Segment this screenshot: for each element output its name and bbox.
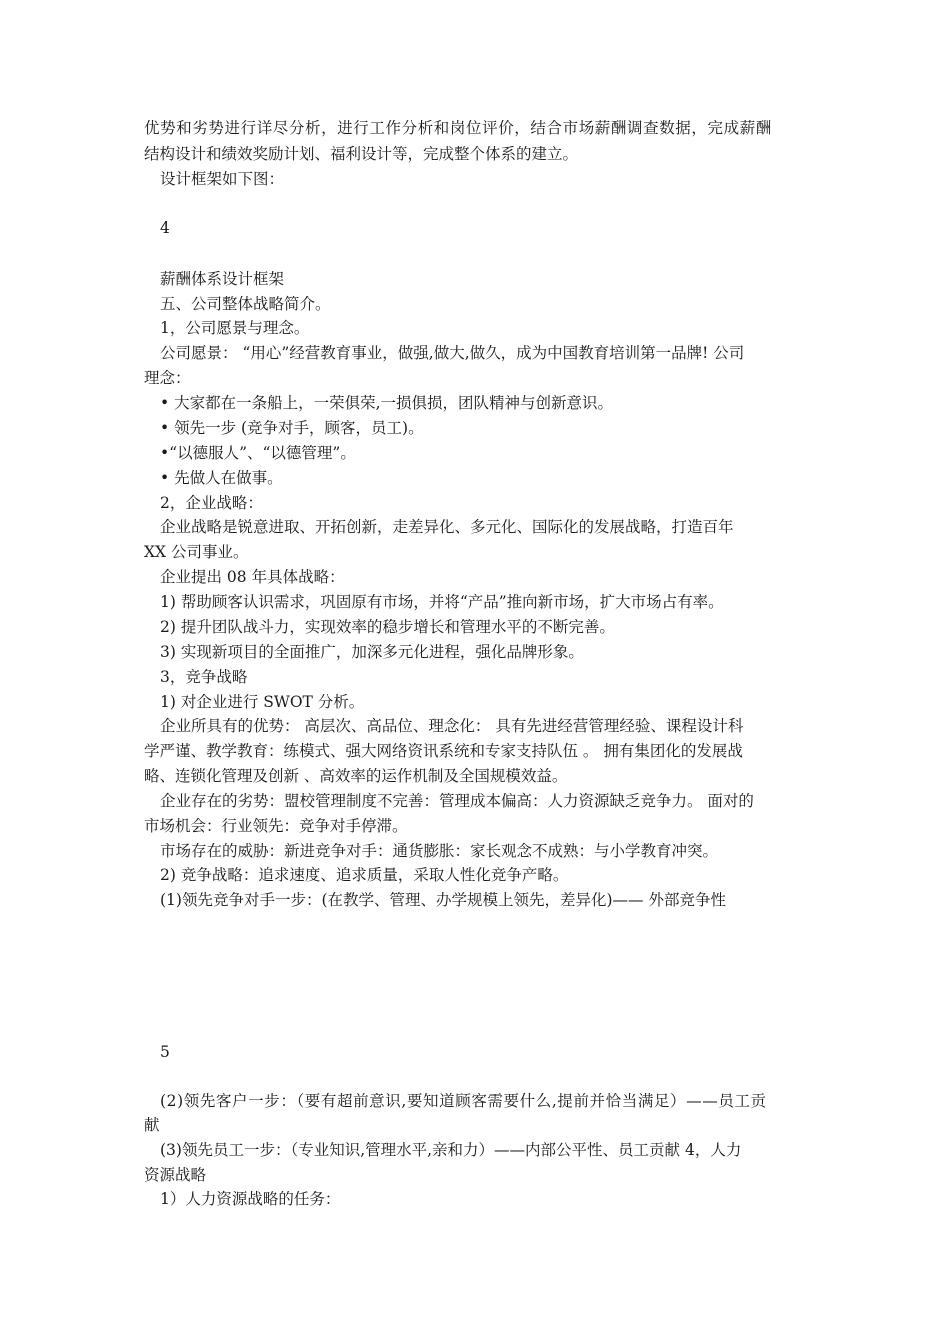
- section-heading: 五、公司整体战略简介。: [160, 295, 331, 313]
- body-text-line: 优势和劣势进行详尽分析，进行工作分析和岗位评价，结合市场薪酬调查数据，完成薪酬: [144, 119, 772, 137]
- body-text-line: 资源战略: [144, 1166, 207, 1184]
- numbered-item: 1) 帮助顾客认识需求，巩固原有市场，并将“产品”推向新市场，扩大市场占有率。: [160, 593, 724, 611]
- body-text-line: 献: [144, 1116, 160, 1134]
- body-text-line: 市场机会：行业领先：竞争对手停滞。: [144, 817, 408, 835]
- subsection-heading: 1，公司愿景与理念。: [160, 319, 310, 337]
- body-text-line: 企业战略是锐意进取、开拓创新，走差异化、多元化、国际化的发展战略，打造百年: [160, 518, 734, 536]
- numbered-item: 3) 实现新项目的全面推广，加深多元化进程，强化品牌形象。: [160, 643, 584, 661]
- page-number: 5: [160, 1043, 170, 1061]
- numbered-item: 2) 提升团队战斗力，实现效率的稳步增长和管理水平的不断完善。: [160, 618, 615, 636]
- body-text-line: 企业所具有的优势： 高层次、高品位、理念化： 具有先进经营管理经验、课程设计科: [160, 717, 744, 735]
- numbered-item: (3)领先员工一步：（专业知识,管理水平,亲和力）——内部公平性、员工贡献 4，人力: [160, 1141, 742, 1159]
- subsection-heading: 3，竞争战略: [160, 668, 248, 686]
- body-text-line: 结构设计和绩效奖励计划、福利设计等，完成整个体系的建立。: [144, 145, 579, 163]
- page-number: 4: [160, 219, 170, 237]
- body-text-line: 企业提出 08 年具体战略：: [160, 568, 345, 586]
- figure-caption: 薪酬体系设计框架: [160, 270, 285, 288]
- numbered-item: (2)领先客户一步：（要有超前意识,要知道顾客需要什么,提前并恰当满足）——员工贡: [160, 1092, 767, 1110]
- body-text-line: 略、连锁化管理及创新 、高效率的运作机制及全国规模效益。: [144, 767, 568, 785]
- body-text-line: 企业存在的劣势：盟校管理制度不完善：管理成本偏高：人力资源缺乏竞争力。 面对的: [160, 792, 754, 810]
- numbered-item: (1)领先竞争对手一步：(在教学、管理、办学规模上领先，差异化)—— 外部竞争性: [160, 891, 726, 909]
- body-text-line: 设计框架如下图：: [160, 170, 285, 188]
- body-text-line: 公司愿景： “用心”经营教育事业，做强,做大,做久，成为中国教育培训第一品牌! 公司: [160, 344, 745, 362]
- body-text-line: 理念：: [144, 369, 191, 387]
- numbered-item: 2) 竞争战略：追求速度、追求质量，采取人性化竞争产略。: [160, 866, 569, 884]
- bullet-item: • 大家都在一条船上，一荣俱荣,一损俱损，团队精神与创新意识。: [160, 394, 613, 412]
- bullet-item: • 领先一步 (竞争对手，顾客，员工)。: [160, 419, 424, 437]
- subsection-heading: 2，企业战略：: [160, 494, 263, 512]
- numbered-item: 1）人力资源战略的任务：: [160, 1190, 341, 1208]
- body-text-line: XX 公司事业。: [144, 543, 249, 561]
- numbered-item: 1) 对企业进行 SWOT 分析。: [160, 693, 365, 711]
- body-text-line: 市场存在的威胁：新进竞争对手：通货膨胀：家长观念不成熟：与小学教育冲突。: [160, 842, 719, 860]
- body-text-line: 学严谨、教学教育：练模式、强大网络资讯系统和专家支持队伍 。 拥有集团化的发展战: [144, 742, 743, 760]
- bullet-item: • 先做人在做事。: [160, 469, 283, 487]
- bullet-item: •“以德服人”、“以德管理”。: [160, 444, 356, 462]
